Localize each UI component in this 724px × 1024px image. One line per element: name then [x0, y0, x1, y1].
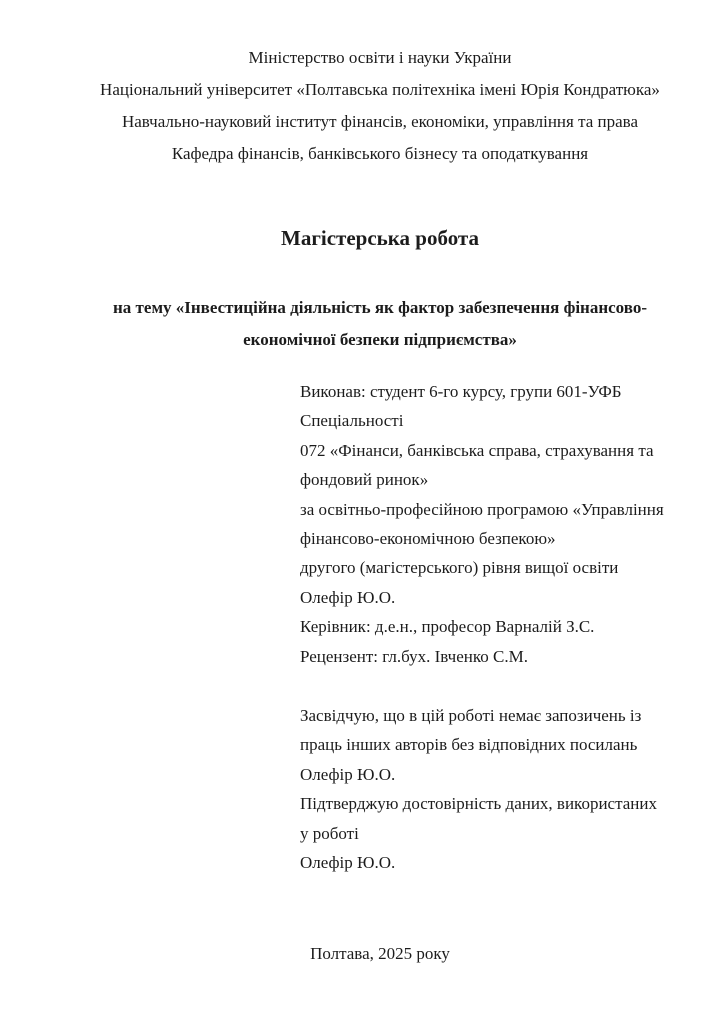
attribution-line-degree-level: другого (магістерського) рівня вищої освіти: [300, 558, 619, 578]
attribution-line-reviewer: Рецензент: гл.бух. Івченко С.М.: [300, 646, 528, 666]
topic-line: на тему «Інвестиційна діяльність як фактор забезпечення фінансово-: [113, 298, 647, 317]
attribution-line-specialty-cont: фондовий ринок»: [300, 470, 429, 490]
attribution-line-program: за освітньо-професійною програмою «Управління: [300, 499, 664, 519]
attribution-line-author: Виконав: студент 6-го курсу, групи 601-УФБ: [300, 382, 622, 401]
declaration-line-data-validity: Підтверджую достовірність даних, використаних: [300, 794, 657, 814]
declaration-line-no-plagiarism: Засвідчую, що в цій роботі немає запозичень із: [300, 706, 642, 726]
header-line-department: Кафедра фінансів, банківського бізнесу та оподаткування: [171, 144, 589, 163]
declaration-line-no-plagiarism-cont: праць інших авторів без відповідних посилань: [300, 735, 638, 755]
attribution-block: [300, 377, 690, 671]
header-line-university: Національний університет «Полтавська політехніка імені Юрія Кондратюка»: [100, 80, 660, 99]
thesis-topic: [70, 292, 690, 356]
attribution-line-specialty-label: Спеціальності: [300, 411, 404, 431]
thesis-title: Магістерська робота: [281, 226, 479, 250]
declaration-block: [300, 701, 690, 877]
declaration-signature-name: Олефір Ю.О.: [300, 764, 396, 784]
topic-line: економічної безпеки підприємства»: [243, 330, 517, 349]
declaration-line-data-validity-cont: у роботі: [300, 823, 359, 843]
attribution-line-program-cont: фінансово-економічною безпекою»: [300, 529, 556, 549]
attribution-line-student-name: Олефір Ю.О.: [300, 587, 396, 607]
attribution-line-supervisor: Керівник: д.е.н., професор Варналій З.С.: [300, 617, 595, 637]
header-line-ministry: Міністерство освіти і науки України: [248, 48, 512, 67]
header-line-institute: Навчально-науковий інститут фінансів, економіки, управління та права: [121, 112, 639, 131]
institution-header: [70, 42, 690, 170]
attribution-line-specialty-code: 072 «Фінанси, банківська справа, страхування та: [300, 440, 654, 460]
place-year-line: Полтава, 2025 року: [310, 943, 450, 963]
declaration-signature-name: Олефір Ю.О.: [300, 853, 396, 873]
